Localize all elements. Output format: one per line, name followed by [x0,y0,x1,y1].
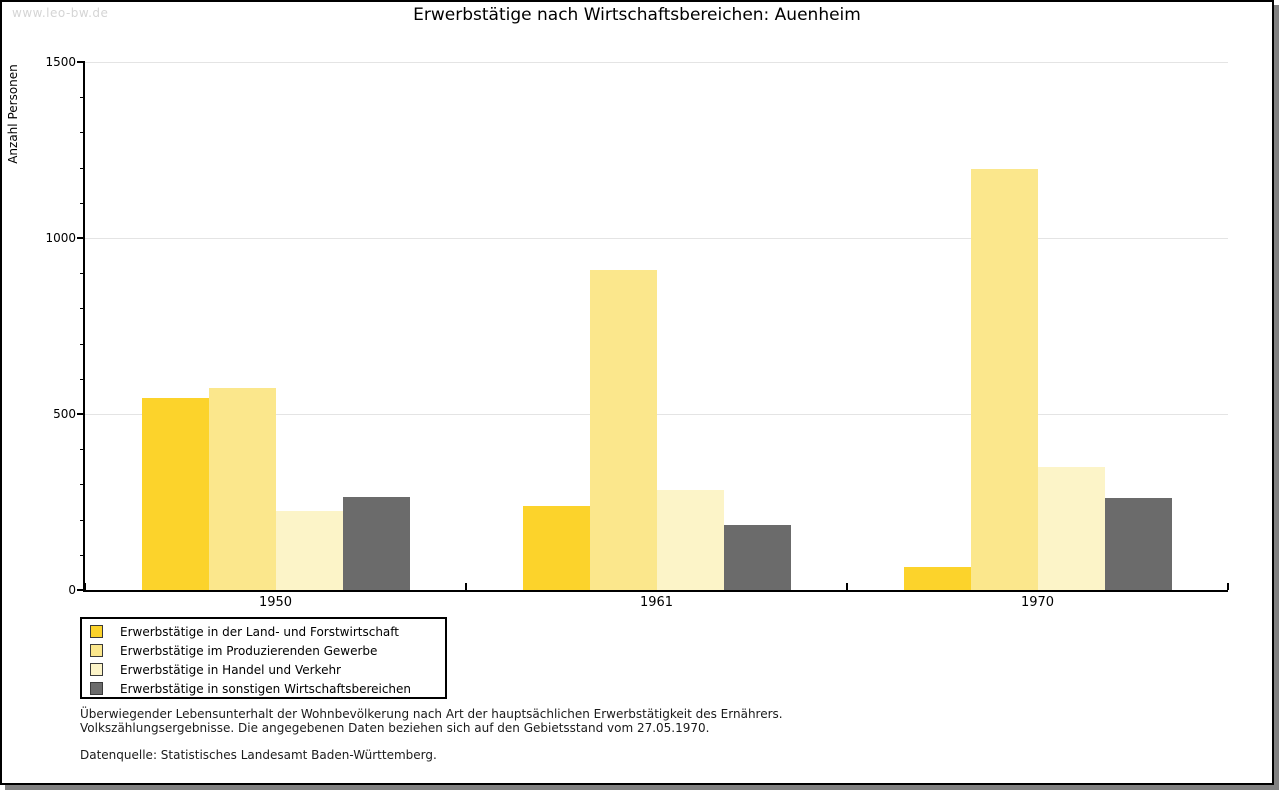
x-category-label-1970: 1970 [1020,595,1055,610]
y-axis-tick-label: 500 [53,407,76,421]
x-axis-tick [1227,583,1229,590]
bar-1961-series-4 [724,525,791,590]
x-axis-tick [846,583,848,590]
x-axis-tick [465,583,467,590]
y-axis-title: Anzahl Personen [6,64,20,164]
bar-1950-series-2 [209,388,276,590]
bar-1961-series-2 [590,270,657,590]
legend-label: Erwerbstätige im Produzierenden Gewerbe [120,643,378,658]
bar-1970-series-1 [904,567,971,590]
y-axis-tick-label: 1000 [45,231,76,245]
bar-1970-series-2 [971,169,1038,590]
chart-title: Erwerbstätige nach Wirtschaftsbereichen: Auenheim [413,5,861,25]
x-axis-line [83,590,1228,592]
legend-swatch-icon [90,682,103,695]
legend-row-4 [82,679,437,698]
legend-row-3 [82,660,437,679]
x-category-label-1961: 1961 [639,595,674,610]
legend-label: Erwerbstätige in Handel und Verkehr [120,662,341,677]
footnote-source: Datenquelle: Statistisches Landesamt Baden-Württemberg. [80,748,437,762]
bar-1970-series-3 [1038,467,1105,590]
bar-1950-series-4 [343,497,410,590]
legend-row-2 [82,641,437,660]
legend-swatch-icon [90,625,103,638]
legend-label: Erwerbstätige in sonstigen Wirtschaftsbereichen [120,681,412,696]
watermark: www.leo-bw.de [12,6,109,20]
legend-label: Erwerbstätige in der Land- und Forstwirtschaft [120,624,399,639]
y-axis-tick-label: 1500 [45,55,76,69]
footnote-line-2: Volkszählungsergebnisse. Die angegebenen Daten beziehen sich auf den Gebietsstand vom 27.05.1970. [80,721,710,735]
footnote-line-1: Überwiegender Lebensunterhalt der Wohnbevölkerung nach Art der hauptsächlichen Erwerbstätigkeit des Ernährers. [80,707,783,721]
bar-1961-series-3 [657,490,724,590]
x-category-label-1950: 1950 [258,595,293,610]
y-axis-line [83,62,85,592]
legend-row-1 [82,622,437,641]
footnotes [80,707,783,762]
bar-1950-series-3 [276,511,343,590]
y-gridline-1500 [85,62,1228,63]
y-gridline-1000 [85,238,1228,239]
y-axis-tick-label: 0 [68,583,76,597]
legend-swatch-icon [90,663,103,676]
legend [80,617,447,699]
legend-swatch-icon [90,644,103,657]
bar-1950-series-1 [142,398,209,590]
bar-1970-series-4 [1105,498,1172,590]
bar-1961-series-1 [523,506,590,590]
